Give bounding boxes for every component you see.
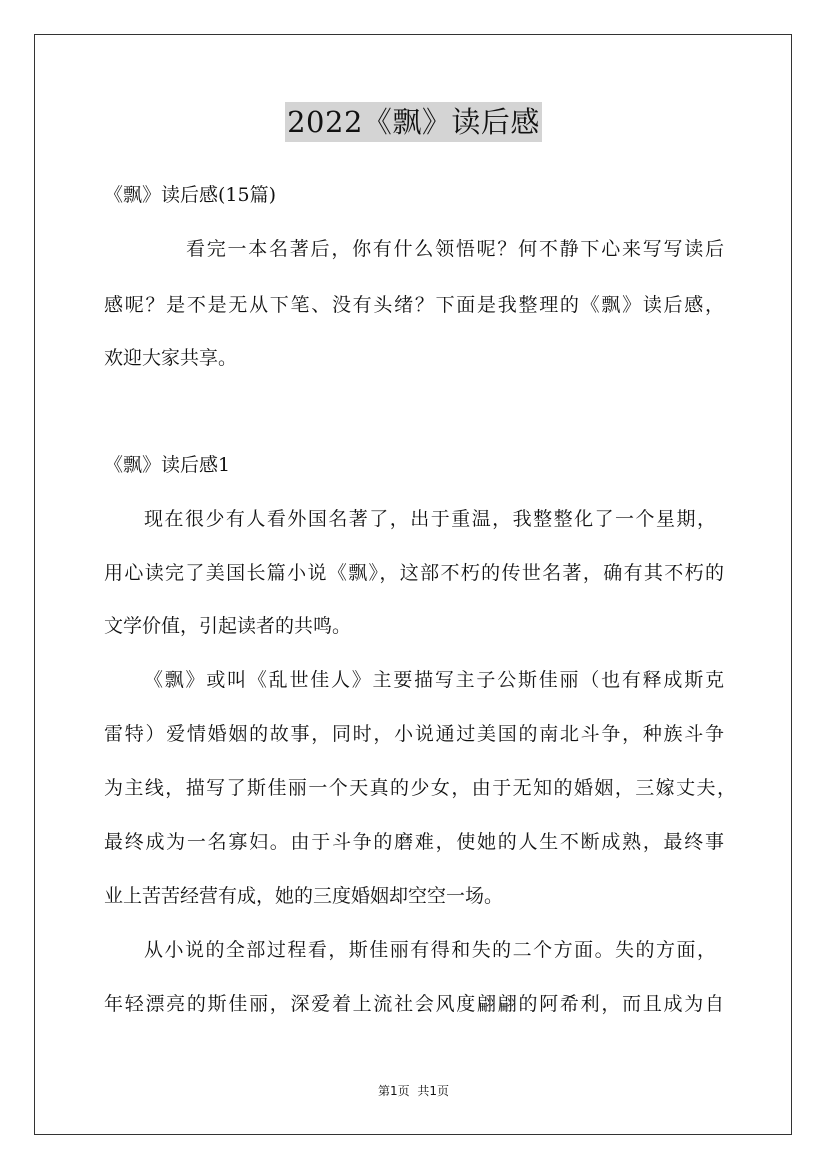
document-title: 2022《飘》读后感: [285, 102, 542, 142]
paragraph-2-line-2: 雷特）爱情婚姻的故事，同时，小说通过美国的南北斗争，种族斗争: [104, 723, 724, 745]
paragraph-2-line-3: 为主线，描写了斯佳丽一个天真的少女，由于无知的婚姻，三嫁丈夫，: [104, 777, 736, 799]
paragraph-1-line-1: 现在很少有人看外国名著了，出于重温，我整整化了一个星期，: [144, 508, 716, 530]
title-container: [0, 102, 827, 142]
intro-line-1: 看完一本名著后，你有什么领悟呢？何不静下心来写写读后: [186, 238, 724, 260]
paragraph-3-line-2: 年轻漂亮的斯佳丽，深爱着上流社会风度翩翩的阿希利，而且成为自: [104, 993, 724, 1015]
intro-line-2: 感呢？是不是无从下笔、没有头绪？下面是我整理的《飘》读后感，: [104, 294, 724, 316]
document-subtitle: 《飘》读后感(15篇): [104, 184, 277, 206]
intro-line-3: 欢迎大家共享。: [104, 347, 238, 369]
paragraph-2-line-1: 《飘》或叫《乱世佳人》主要描写主子公斯佳丽（也有释成斯克: [144, 669, 724, 691]
paragraph-1-line-2: 用心读完了美国长篇小说《飘》，这部不朽的传世名著，确有其不朽的: [104, 562, 724, 584]
paragraph-3-line-1: 从小说的全部过程看，斯佳丽有得和失的二个方面。失的方面，: [144, 939, 716, 961]
paragraph-2-line-4: 最终成为一名寡妇。由于斗争的磨难，使她的人生不断成熟，最终事: [104, 831, 724, 853]
paragraph-2-line-5: 业上苦苦经营有成，她的三度婚姻却空空一场。: [104, 885, 504, 907]
page-footer: 第1页 共1页: [377, 1084, 450, 1098]
section-heading: 《飘》读后感1: [104, 454, 231, 476]
paragraph-1-line-3: 文学价值，引起读者的共鸣。: [104, 615, 352, 637]
